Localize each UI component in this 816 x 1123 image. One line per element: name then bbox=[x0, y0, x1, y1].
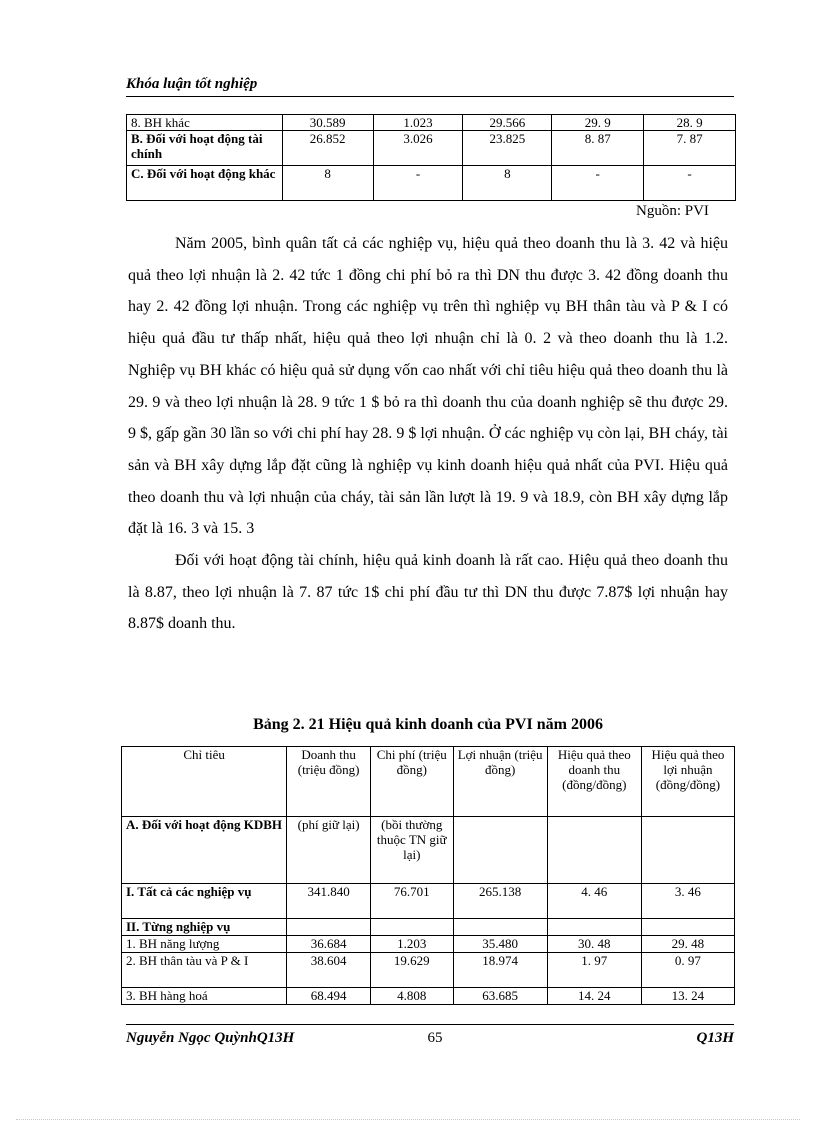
footer-divider bbox=[126, 1024, 734, 1025]
column-header: Hiệu quả theo doanh thu (đồng/đồng) bbox=[547, 747, 641, 817]
cell: 265.138 bbox=[453, 884, 547, 919]
paragraph: Năm 2005, bình quân tất cả các nghiệp vụ, hiệu quả theo doanh thu là 3. 42 và hiệu quả theo lợi nhuận là 2. 42 tức 1 đồng chi phí bỏ ra thì DN thu được 3. 42 đồng doanh thu hay 2. 42 đồng lợi nhuận. Trong các nghiệp vụ trên thì nghiệp vụ BH thân tàu và P & I có hiệu quả đầu tư thấp nhất, hiệu quả theo lợi nhuận chỉ là 0. 2 và theo doanh thu là 1.2. Nghiệp vụ BH khác có hiệu quả sử dụng vốn cao nhất với chỉ tiêu hiệu quả theo doanh thu là 29. 9 và theo lợi nhuận là 28. 9 tức 1 $ bỏ ra thì doanh thu của doanh nghiệp sẽ thu được 29. 9 $, gấp gần 30 lần so với chi phí hay 28. 9 $ lợi nhuận. Ở các nghiệp vụ còn lại, BH cháy, tài sản và BH xây dựng lắp đặt cũng là nghiệp vụ kinh doanh hiệu quả nhất của PVI. Hiệu quả theo doanh thu và lợi nhuận của cháy, tài sản lần lượt là 19. 9 và 18.9, còn BH xây dựng lắp đặt là 16. 3 và 15. 3 bbox=[128, 235, 728, 538]
table-row bbox=[122, 817, 735, 884]
column-header: Lợi nhuận (triệu đồng) bbox=[453, 747, 547, 817]
cell bbox=[547, 817, 641, 884]
main-table bbox=[121, 746, 735, 1005]
table-row bbox=[122, 884, 735, 919]
row-label: 1. BH năng lượng bbox=[122, 936, 287, 953]
cell: 28. 9 bbox=[644, 115, 736, 131]
cell: 4. 46 bbox=[547, 884, 641, 919]
row-label: II. Từng nghiệp vụ bbox=[122, 919, 287, 936]
cell: - bbox=[644, 166, 736, 201]
column-header: Chỉ tiêu bbox=[122, 747, 287, 817]
cell: 3.026 bbox=[373, 131, 463, 166]
header-row bbox=[122, 747, 735, 817]
cell: 36.684 bbox=[287, 936, 371, 953]
source-note: Nguồn: PVI bbox=[636, 203, 709, 219]
table-row bbox=[122, 936, 735, 953]
row-label: B. Đối với hoạt động tài chính bbox=[127, 131, 283, 166]
cell: 341.840 bbox=[287, 884, 371, 919]
cell: 14. 24 bbox=[547, 988, 641, 1005]
column-header: Chi phí (triệu đồng) bbox=[370, 747, 453, 817]
footer-class-code: Q13H bbox=[696, 1030, 734, 1046]
table-row bbox=[127, 131, 736, 166]
cell: 29. 48 bbox=[641, 936, 734, 953]
cell: 29.566 bbox=[463, 115, 552, 131]
cell: 8 bbox=[282, 166, 373, 201]
cell bbox=[287, 919, 371, 936]
footer-author: Nguyễn Ngọc QuỳnhQ13H bbox=[126, 1030, 295, 1046]
cell: 8 bbox=[463, 166, 552, 201]
cell: 68.494 bbox=[287, 988, 371, 1005]
table-row bbox=[127, 115, 736, 131]
cell bbox=[641, 817, 734, 884]
cell: - bbox=[373, 166, 463, 201]
cell: 63.685 bbox=[453, 988, 547, 1005]
row-label: 2. BH thân tàu và P & I bbox=[122, 953, 287, 988]
cell bbox=[641, 919, 734, 936]
cell: - bbox=[552, 166, 644, 201]
cell: 13. 24 bbox=[641, 988, 734, 1005]
page-bottom-edge bbox=[16, 1119, 800, 1120]
row-label: 3. BH hàng hoá bbox=[122, 988, 287, 1005]
cell bbox=[453, 817, 547, 884]
running-header: Khóa luận tốt nghiệp bbox=[126, 76, 258, 92]
cell: 38.604 bbox=[287, 953, 371, 988]
cell: 1.203 bbox=[370, 936, 453, 953]
header-divider bbox=[126, 96, 734, 97]
paragraph: Đối với hoạt động tài chính, hiệu quả kinh doanh là rất cao. Hiệu quả theo doanh thu là 8.87, theo lợi nhuận là 7. 87 tức 1$ chi phí đầu tư thì DN thu được 7.87$ lợi nhuận hay 8.87$ doanh thu. bbox=[128, 552, 728, 633]
cell: 8. 87 bbox=[552, 131, 644, 166]
cell: 7. 87 bbox=[644, 131, 736, 166]
table-row bbox=[122, 919, 735, 936]
cell: 30. 48 bbox=[547, 936, 641, 953]
cell: 30.589 bbox=[282, 115, 373, 131]
cell: 23.825 bbox=[463, 131, 552, 166]
page-number: 65 bbox=[427, 1030, 443, 1046]
cell: 18.974 bbox=[453, 953, 547, 988]
cell bbox=[547, 919, 641, 936]
cell: 1. 97 bbox=[547, 953, 641, 988]
column-header: Hiệu quả theo lợi nhuận (đồng/đồng) bbox=[641, 747, 734, 817]
top-table bbox=[126, 114, 736, 201]
row-label: C. Đối với hoạt động khác bbox=[127, 166, 283, 201]
row-label: A. Đối với hoạt động KDBH bbox=[122, 817, 287, 884]
cell: 1.023 bbox=[373, 115, 463, 131]
cell: 26.852 bbox=[282, 131, 373, 166]
cell bbox=[370, 919, 453, 936]
cell: 4.808 bbox=[370, 988, 453, 1005]
cell: 19.629 bbox=[370, 953, 453, 988]
cell: 35.480 bbox=[453, 936, 547, 953]
row-label: 8. BH khác bbox=[127, 115, 283, 131]
table-row bbox=[122, 953, 735, 988]
table-caption: Bảng 2. 21 Hiệu quả kinh doanh của PVI năm 2006 bbox=[253, 716, 603, 733]
cell: (bồi thường thuộc TN giữ lại) bbox=[370, 817, 453, 884]
column-header: Doanh thu (triệu đồng) bbox=[287, 747, 371, 817]
cell bbox=[453, 919, 547, 936]
table-row bbox=[122, 988, 735, 1005]
body-text bbox=[128, 228, 728, 640]
row-label: I. Tất cả các nghiệp vụ bbox=[122, 884, 287, 919]
cell: 76.701 bbox=[370, 884, 453, 919]
cell: 29. 9 bbox=[552, 115, 644, 131]
cell: (phí giữ lại) bbox=[287, 817, 371, 884]
table-row bbox=[127, 166, 736, 201]
cell: 3. 46 bbox=[641, 884, 734, 919]
cell: 0. 97 bbox=[641, 953, 734, 988]
